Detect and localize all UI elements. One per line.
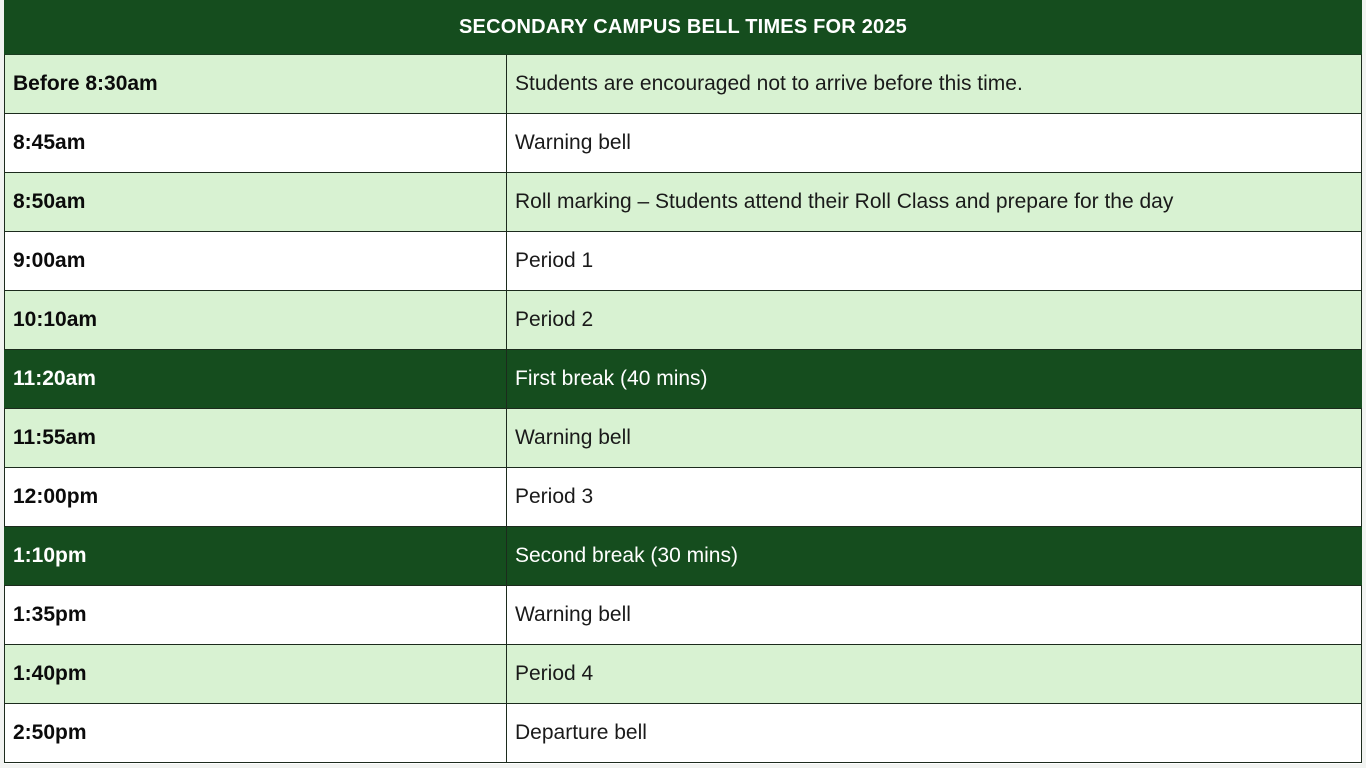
table-row [4, 173, 1362, 232]
event-cell: Roll marking – Students attend their Roll Class and prepare for the day [507, 173, 1362, 231]
event-cell: Warning bell [507, 586, 1362, 644]
event-cell: Period 4 [507, 645, 1362, 703]
table-row [4, 645, 1362, 704]
table-row [4, 409, 1362, 468]
event-cell: Period 3 [507, 468, 1362, 526]
event-cell: First break (40 mins) [507, 350, 1362, 408]
time-cell: 1:35pm [4, 586, 507, 644]
time-cell: 12:00pm [4, 468, 507, 526]
time-cell: 9:00am [4, 232, 507, 290]
event-cell: Second break (30 mins) [507, 527, 1362, 585]
table-row-break [4, 350, 1362, 409]
time-cell: 11:20am [4, 350, 507, 408]
time-cell: 2:50pm [4, 704, 507, 762]
event-cell: Students are encouraged not to arrive before this time. [507, 55, 1362, 113]
time-cell: 8:50am [4, 173, 507, 231]
bell-times-table [4, 0, 1362, 764]
time-cell: Before 8:30am [4, 55, 507, 113]
table-row [4, 55, 1362, 114]
table-row [4, 586, 1362, 645]
table-row [4, 291, 1362, 350]
table-body [4, 55, 1362, 763]
event-cell: Warning bell [507, 114, 1362, 172]
event-cell: Period 1 [507, 232, 1362, 290]
table-row-break [4, 527, 1362, 586]
time-cell: 1:40pm [4, 645, 507, 703]
table-row [4, 114, 1362, 173]
table-row [4, 468, 1362, 527]
table-row [4, 704, 1362, 763]
event-cell: Departure bell [507, 704, 1362, 762]
time-cell: 1:10pm [4, 527, 507, 585]
table-row [4, 232, 1362, 291]
table-title: SECONDARY CAMPUS BELL TIMES FOR 2025 [4, 0, 1362, 55]
time-cell: 8:45am [4, 114, 507, 172]
event-cell: Warning bell [507, 409, 1362, 467]
time-cell: 11:55am [4, 409, 507, 467]
event-cell: Period 2 [507, 291, 1362, 349]
time-cell: 10:10am [4, 291, 507, 349]
